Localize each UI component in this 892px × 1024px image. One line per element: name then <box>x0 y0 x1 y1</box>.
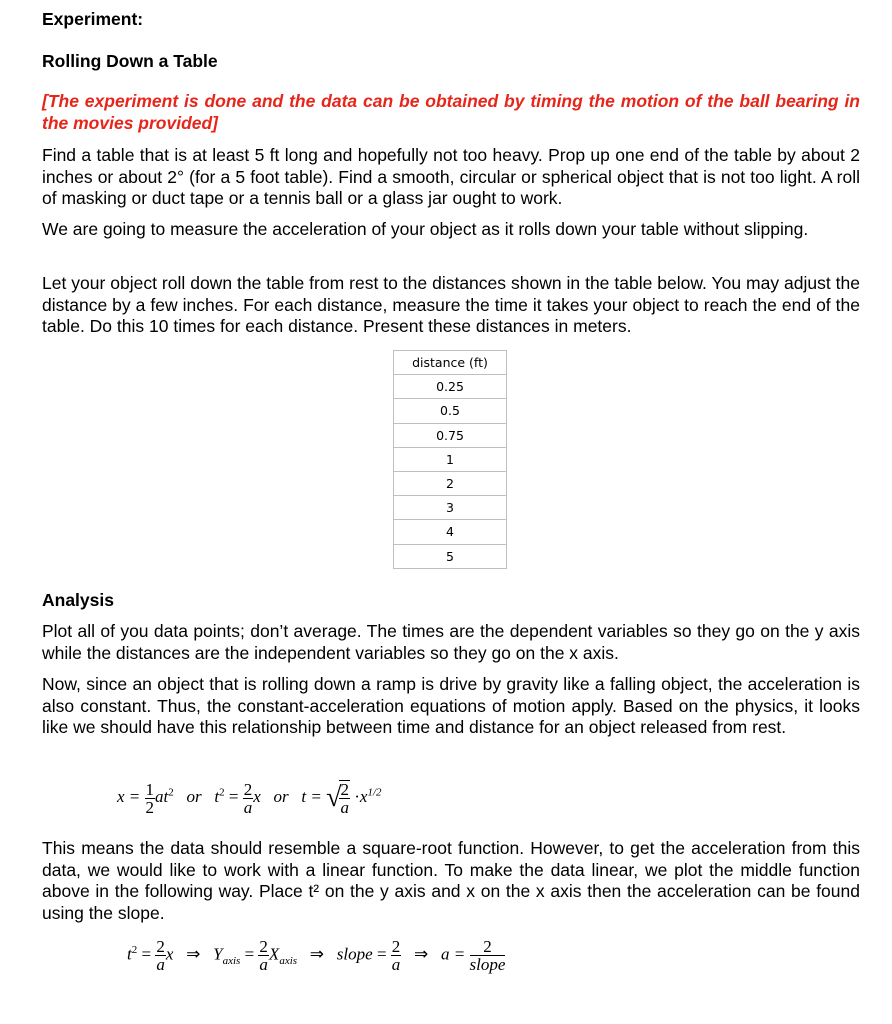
paragraph-procedure: Let your object roll down the table from rest to the distances shown in the table below. You may adjust the distance by a few inches. For each distance, measure the time it takes your object to reach the end of the table. Do this 10 times for each distance. Present these distances in meters. <box>42 273 860 337</box>
table-cell: 1 <box>394 447 507 471</box>
table-header: distance (ft) <box>394 351 507 375</box>
paragraph-setup: Find a table that is at least 5 ft long and hopefully not too heavy. Prop up one end of the table by about 2 inches or about 2° (for a 5 foot table). Find a smooth, circular or spherical object that is not too light. A roll of masking or duct tape or a tennis ball or a glass jar ought to work. <box>42 145 860 209</box>
table-cell: 0.75 <box>394 423 507 447</box>
table-cell: 5 <box>394 544 507 568</box>
red-note: [The experiment is done and the data can be obtained by timing the motion of the ball bearing in the movies provided] <box>42 91 860 133</box>
table-cell: 4 <box>394 520 507 544</box>
table-row <box>394 496 507 520</box>
heading-rolling: Rolling Down a Table <box>42 51 218 71</box>
paragraph-measure: We are going to measure the acceleration of your object as it rolls down your table without slipping. <box>42 219 809 239</box>
table-cell: 0.25 <box>394 375 507 399</box>
table-cell: 2 <box>394 471 507 495</box>
table-row <box>394 375 507 399</box>
table-cell: 0.5 <box>394 399 507 423</box>
heading-experiment: Experiment: <box>42 9 144 29</box>
table-row <box>394 399 507 423</box>
table-row <box>394 423 507 447</box>
table-row <box>394 447 507 471</box>
paragraph-linearize: This means the data should resemble a square-root function. However, to get the acceleration from this data, we would like to work with a linear function. To make the data linear, we plot the middle function above in the following way. Place t² on the y axis and x on the x axis then the acceleration can be found using the slope. <box>42 838 860 923</box>
table-cell: 3 <box>394 496 507 520</box>
table-row <box>394 471 507 495</box>
equation-kinematics: x = $\frac{1}{2}$ $at^2$ or $t^2$ = $\frac{2}{a}$ x or t = √ $\frac{2}{a}$ $\cdot x^{1/2}$ <box>117 779 382 817</box>
paragraph-physics: Now, since an object that is rolling down a ramp is drive by gravity like a falling object, the acceleration is also constant. Thus, the constant-acceleration equations of motion apply. Based on the physics, it looks like we should have this relationship between time and distance for an object released from rest. <box>42 674 860 738</box>
equation-linearized: $t^2$ = $\frac{2}{a}$ x ⇒ $Y_{axis}$ = $\frac{2}{a}$ $X_{axis}$ ⇒ slope = $\frac{2}{a}$ ⇒ a = $\frac{2}{\text{slope}}$ <box>127 937 506 974</box>
distance-table <box>393 350 507 569</box>
paragraph-plot: Plot all of you data points; don’t average. The times are the dependent variables so they go on the y axis while the distances are the independent variables so they go on the x axis. <box>42 621 860 663</box>
table-row <box>394 544 507 568</box>
table-row <box>394 520 507 544</box>
heading-analysis: Analysis <box>42 590 114 610</box>
